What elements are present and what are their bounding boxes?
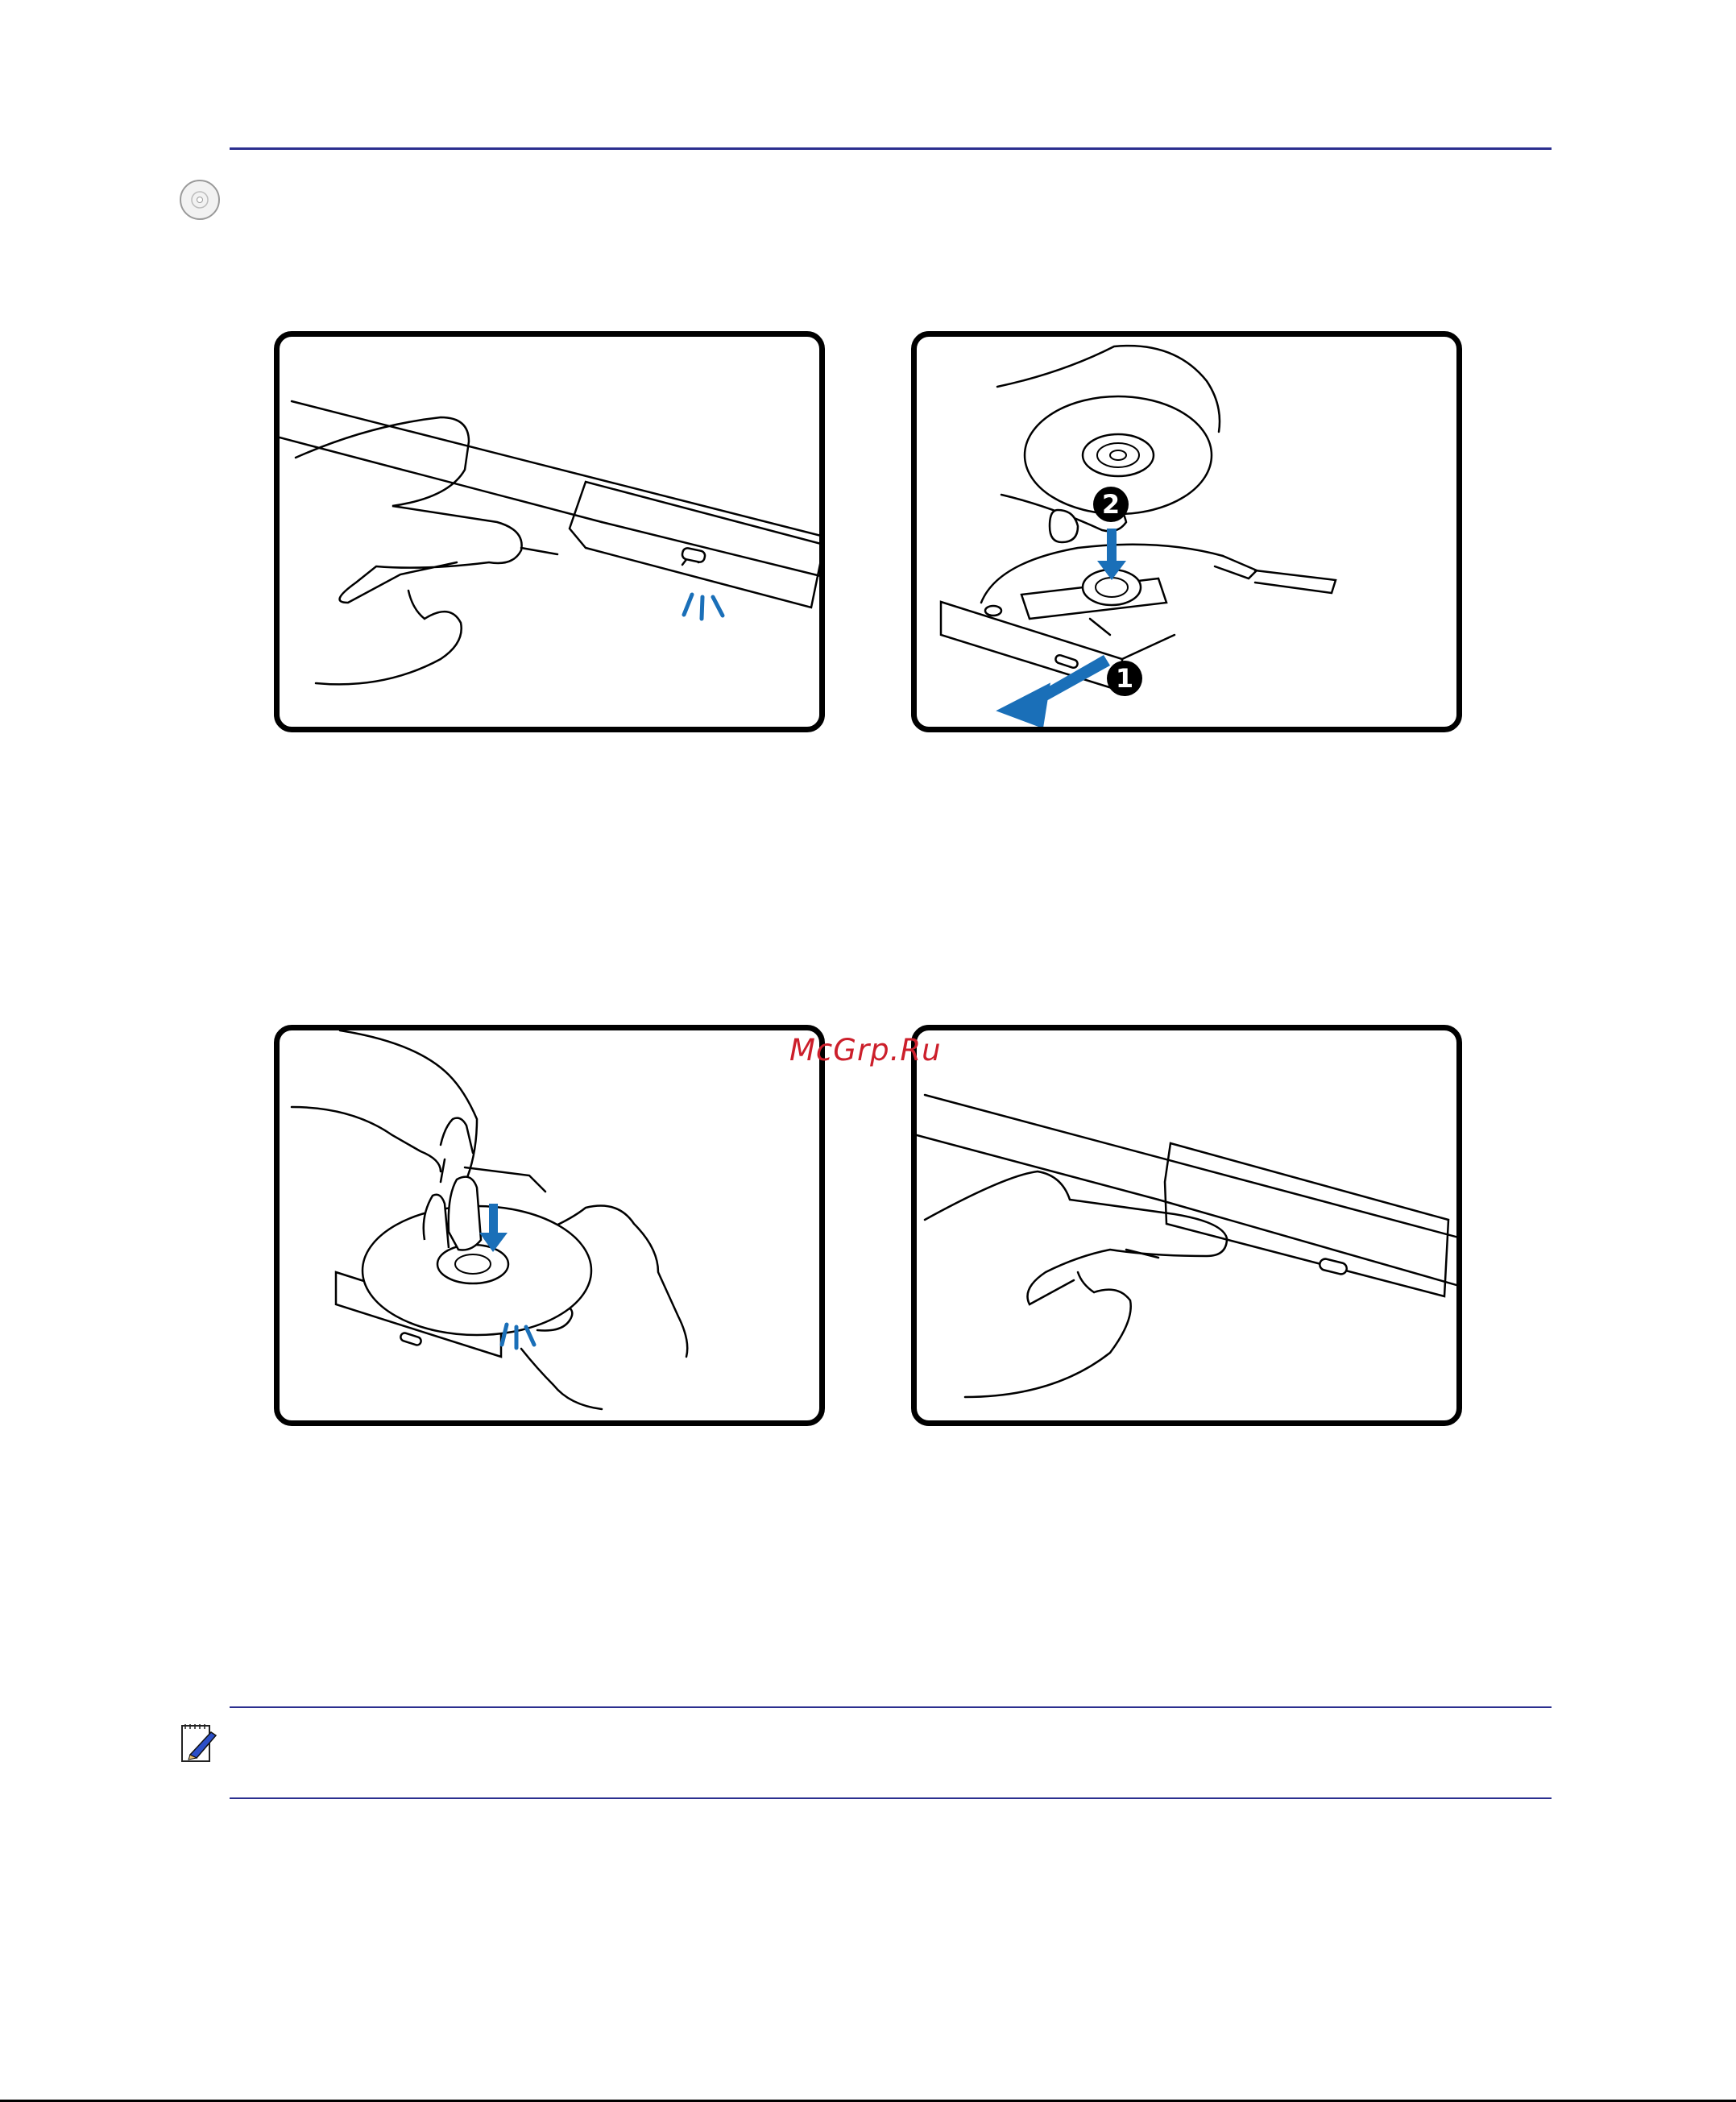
illustration-close-tray bbox=[911, 1025, 1462, 1426]
note-bottom-rule bbox=[230, 1797, 1552, 1799]
watermark-text: McGrp.Ru bbox=[789, 1033, 942, 1068]
callout-step1-label: 1 bbox=[1115, 663, 1134, 694]
cd-disc-icon bbox=[179, 179, 221, 221]
note-pencil-icon bbox=[179, 1721, 219, 1764]
callout-step2-label: 2 bbox=[1101, 489, 1121, 520]
illustration-remove-disc bbox=[274, 1025, 825, 1426]
header-rule bbox=[230, 147, 1552, 150]
note-top-rule bbox=[230, 1706, 1552, 1708]
illustration-insert-disc bbox=[911, 331, 1462, 732]
illustration-press-eject bbox=[274, 331, 825, 732]
